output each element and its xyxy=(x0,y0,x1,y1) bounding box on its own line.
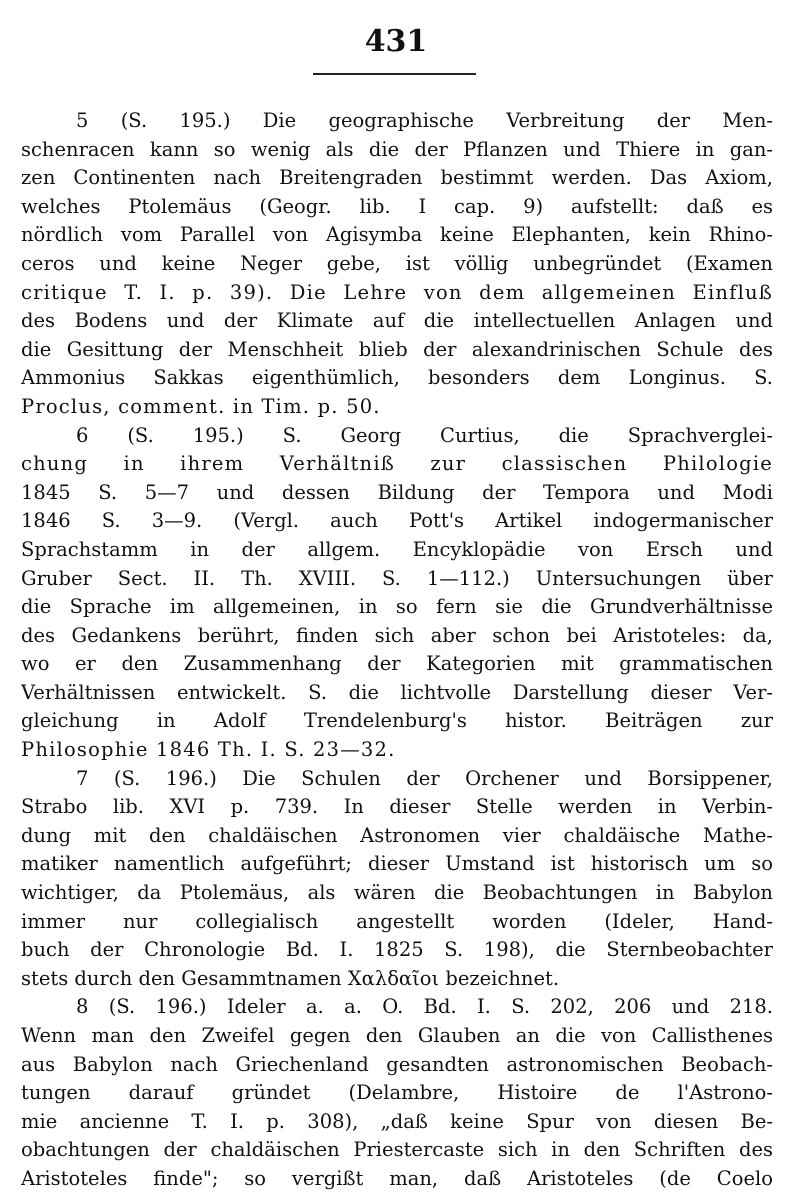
text-line: aus Babylon nach Griechenland gesandten astronomischen Beobach- xyxy=(21,1052,773,1076)
text-line: Verhältnissen entwickelt. S. die lichtvolle Darstellung dieser Ver- xyxy=(21,680,773,704)
text-line: chung in ihrem Verhältniß zur classischen Philologie xyxy=(21,452,773,476)
text-line: Gruber Sect. II. Th. XVIII. S. 1—112.) Untersuchungen über xyxy=(21,566,773,590)
text-line: die Sprache im allgemeinen, in so fern sie die Grundverhältnisse xyxy=(21,595,773,619)
text-line: nördlich vom Parallel von Agisymba keine Elephanten, kein Rhino- xyxy=(21,223,773,247)
page-number: 431 xyxy=(364,24,428,59)
text-line: welches Ptolemäus (Geogr. lib. I cap. 9) aufstellt: daß es xyxy=(21,194,773,218)
text-line: Aristoteles finde"; so vergißt man, daß Aristoteles (de Coelo xyxy=(21,1166,773,1190)
text-line: des Bodens und der Klimate auf die intellectuellen Anlagen und xyxy=(21,309,773,333)
footnotes-text xyxy=(21,107,773,1194)
text-line: des Gedankens berührt, finden sich aber schon bei Aristoteles: da, xyxy=(21,623,773,647)
text-line: gleichung in Adolf Trendelenburg's histor. Beiträgen zur xyxy=(21,709,773,733)
text-line: 7 (S. 196.) Die Schulen der Orchener und Borsippener, xyxy=(76,766,773,790)
text-line: 5 (S. 195.) Die geographische Verbreitung der Men- xyxy=(76,109,773,132)
text-line: stets durch den Gesammtnamen Χαλδαῖοι bezeichnet. xyxy=(21,966,560,990)
text-line: matiker namentlich aufgeführt; dieser Umstand ist historisch um so xyxy=(21,852,773,876)
text-line: tungen darauf gründet (Delambre, Histoire de l'Astrono- xyxy=(21,1081,773,1105)
text-line: ceros und keine Neger gebe, ist völlig unbegründet (Examen xyxy=(21,251,773,275)
text-line: mie ancienne T. I. p. 308), „daß keine Spur von diesen Be- xyxy=(21,1109,773,1133)
text-line: zen Continenten nach Breitengraden bestimmt werden. Das Axiom, xyxy=(21,166,773,190)
text-line: immer nur collegialisch angestellt worden (Ideler, Hand- xyxy=(21,909,773,933)
text-line: Strabo lib. XVI p. 739. In dieser Stelle werden in Verbin- xyxy=(21,795,773,819)
text-line: die Gesittung der Menschheit blieb der alexandrinischen Schule des xyxy=(21,337,773,361)
text-line: schenracen kann so wenig als die der Pflanzen und Thiere in gan- xyxy=(21,137,773,161)
text-line: 8 (S. 196.) Ideler a. a. O. Bd. I. S. 202, 206 und 218. xyxy=(76,995,773,1019)
text-line: Philosophie 1846 Th. I. S. 23—32. xyxy=(21,738,396,762)
text-line: 1846 S. 3—9. (Vergl. auch Pott's Artikel indogermanischer xyxy=(21,509,773,533)
text-line: wichtiger, da Ptolemäus, als wären die Beobachtungen in Babylon xyxy=(21,881,773,905)
text-line: wo er den Zusammenhang der Kategorien mit grammatischen xyxy=(21,652,773,676)
header-rule xyxy=(313,73,476,75)
text-line: buch der Chronologie Bd. I. 1825 S. 198), die Sternbeobachter xyxy=(21,938,773,962)
text-line: 1845 S. 5—7 und dessen Bildung der Tempora und Modi xyxy=(21,480,773,504)
text-line: dung mit den chaldäischen Astronomen vier chaldäische Mathe- xyxy=(21,823,773,847)
text-line: Ammonius Sakkas eigenthümlich, besonders dem Longinus. S. xyxy=(21,366,773,390)
text-line: Sprachstamm in der allgem. Encyklopädie von Ersch und xyxy=(21,537,773,561)
text-line: 6 (S. 195.) S. Georg Curtius, die Sprachverglei- xyxy=(76,423,773,447)
text-line: obachtungen der chaldäischen Priestercaste sich in den Schriften des xyxy=(21,1138,773,1162)
text-line: Wenn man den Zweifel gegen den Glauben an die von Callisthenes xyxy=(21,1024,773,1047)
text-line: critique T. I. p. 39). Die Lehre von dem allgemeinen Einfluß xyxy=(21,280,773,304)
text-line: Proclus, comment. in Tim. p. 50. xyxy=(21,394,381,418)
